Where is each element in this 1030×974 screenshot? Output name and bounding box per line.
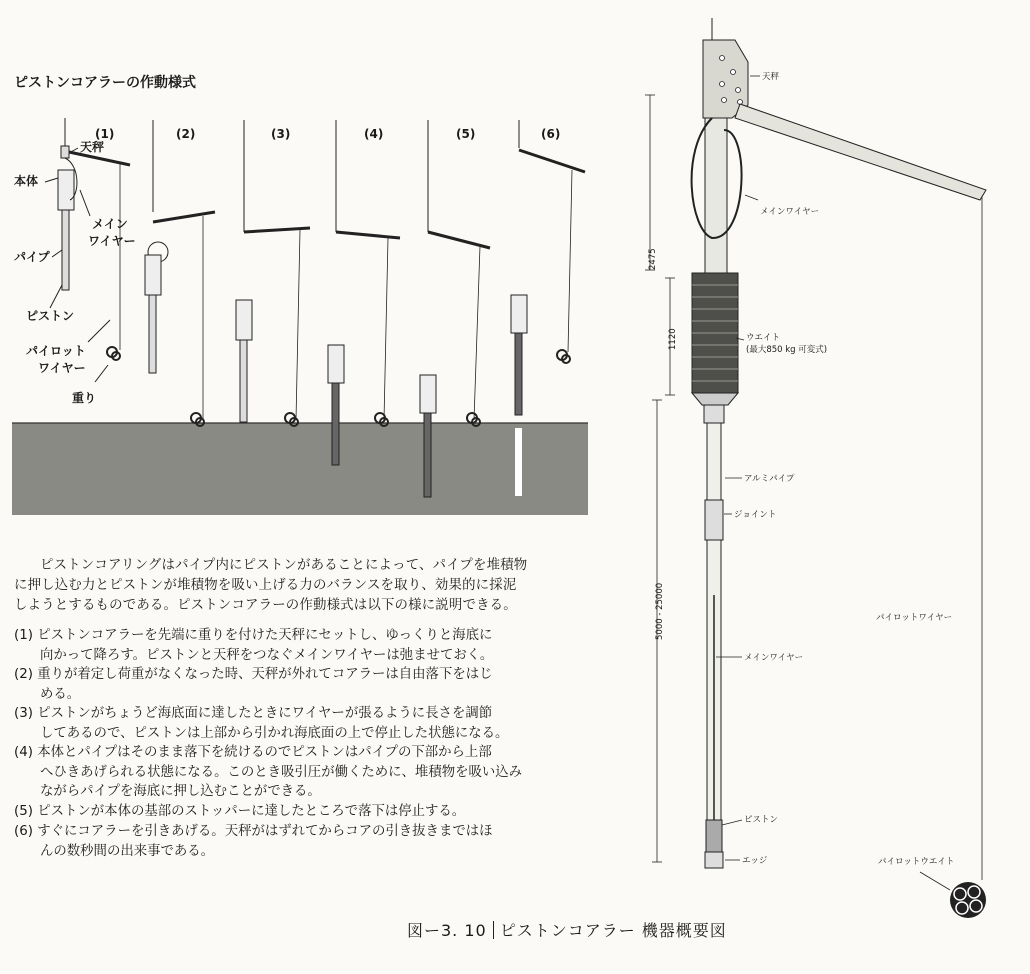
- label-main-wire-top: メインワイヤー: [760, 207, 820, 217]
- panel-number-5: (5): [456, 127, 476, 141]
- core-hole: [515, 428, 522, 496]
- step-6-first: すぐにコアラーを引きあげる。天秤がはずれてからコアの引き抜きまではほ: [37, 824, 493, 839]
- section-title: ピストンコアラーの作動様式: [14, 75, 196, 91]
- panel-2-corer: [145, 120, 215, 426]
- label-alumi-pipe: アルミパイプ: [744, 474, 795, 484]
- step-2-rest-0: める。: [40, 686, 81, 702]
- caption-divider: [493, 921, 494, 939]
- label-pilot-wire-right: パイロットワイヤー: [876, 613, 953, 623]
- label-piston-right: ピストン: [744, 815, 779, 825]
- panel-number-4: (4): [364, 127, 384, 141]
- step-3-num: (3): [14, 706, 33, 721]
- intro-line-1: ピストンコアリングはパイプ内にピストンがあることによって、パイプを堆積物: [40, 558, 528, 573]
- panel-3-corer: [236, 120, 310, 426]
- label-pilot-wire-1: パイロット: [26, 344, 86, 358]
- label-piston: ピストン: [26, 309, 75, 323]
- dimension-2475: 2475: [648, 248, 658, 270]
- step-4: [14, 743, 574, 802]
- panel-number-2: (2): [176, 127, 196, 141]
- equipment-diagram: [692, 18, 986, 918]
- step-2-first: 重りが着定し荷重がなくなった時、天秤が外れてコアラーは自由落下をはじ: [37, 667, 493, 682]
- intro-line-3: しようとするものである。ピストンコアラーの作動様式は以下の様に説明できる。: [14, 598, 517, 613]
- label-hontai: 本体: [14, 174, 39, 188]
- figure-title: ピストンコアラー 機器概要図: [499, 921, 727, 940]
- step-3: [14, 704, 574, 743]
- label-main-wire-1: メイン: [92, 217, 128, 231]
- figure-caption: [407, 918, 727, 941]
- label-pilot-weight: パイロットウエイト: [878, 857, 955, 867]
- figure-number: 図ー3. 10: [407, 921, 487, 940]
- panel-number-1: (1): [95, 127, 115, 141]
- label-main-wire-bottom: メインワイヤー: [744, 653, 804, 663]
- step-1-first: ピストンコアラーを先端に重りを付けた天秤にセットし、ゆっくりと海底に: [37, 628, 493, 643]
- panel-4-corer: [328, 120, 400, 465]
- label-main-wire-2: ワイヤー: [88, 234, 136, 248]
- step-3-first: ピストンがちょうど海底面に達したときにワイヤーが張るように長さを調節: [37, 706, 493, 721]
- step-4-first: 本体とパイプはそのまま落下を続けるのでピストンはパイプの下部から上部: [37, 745, 492, 760]
- step-1: [14, 626, 574, 665]
- step-2: [14, 665, 574, 704]
- step-5-num: (5): [14, 804, 33, 819]
- step-4-rest-1: ながらパイプを海底に押し込むことができる。: [40, 784, 321, 799]
- step-4-rest-0: へひきあげられる状態になる。このとき吸引圧が働くために、堆積物を吸い込み: [40, 764, 523, 780]
- label-pilot-wire-2: ワイヤー: [38, 361, 86, 375]
- step-1-num: (1): [14, 628, 33, 643]
- label-weight-right: ウエイト: [746, 333, 781, 343]
- step-5-first: ピストンが本体の基部のストッパーに達したところで落下は停止する。: [37, 804, 466, 819]
- step-4-num: (4): [14, 745, 33, 760]
- seabed: [12, 423, 588, 515]
- label-weight-spec: (最大850 kg 可変式): [746, 345, 828, 355]
- step-6-num: (6): [14, 824, 33, 839]
- label-weight: 重り: [72, 391, 97, 405]
- dimension-lines: [645, 95, 675, 862]
- step-6-rest-0: んの数秒間の出来事である。: [40, 843, 215, 859]
- label-pipe: パイプ: [14, 250, 50, 264]
- step-5: [14, 802, 574, 822]
- label-tenbin: 天秤: [80, 140, 105, 154]
- panel-number-3: (3): [271, 127, 291, 141]
- intro-line-2: に押し込む力とピストンが堆積物を吸い上げる力のバランスを取り、効果的に採泥: [14, 578, 517, 593]
- label-joint: ジョイント: [734, 510, 777, 520]
- step-2-num: (2): [14, 667, 33, 682]
- panel-number-6: (6): [541, 127, 561, 141]
- label-edge: エッジ: [742, 856, 768, 866]
- dimension-1120: 1120: [668, 328, 678, 350]
- step-3-rest-0: してあるので、ピストンは上部から引かれ海底面の上で停止した状態になる。: [40, 725, 509, 741]
- label-tenbin-right: 天秤: [762, 72, 780, 82]
- step-1-rest-0: 向かって降ろす。ピストンと天秤をつなぐメインワイヤーは弛ませておく。: [40, 647, 494, 663]
- dimension-5000-25000: 5000 - 25000: [655, 582, 665, 640]
- step-6: [14, 822, 574, 861]
